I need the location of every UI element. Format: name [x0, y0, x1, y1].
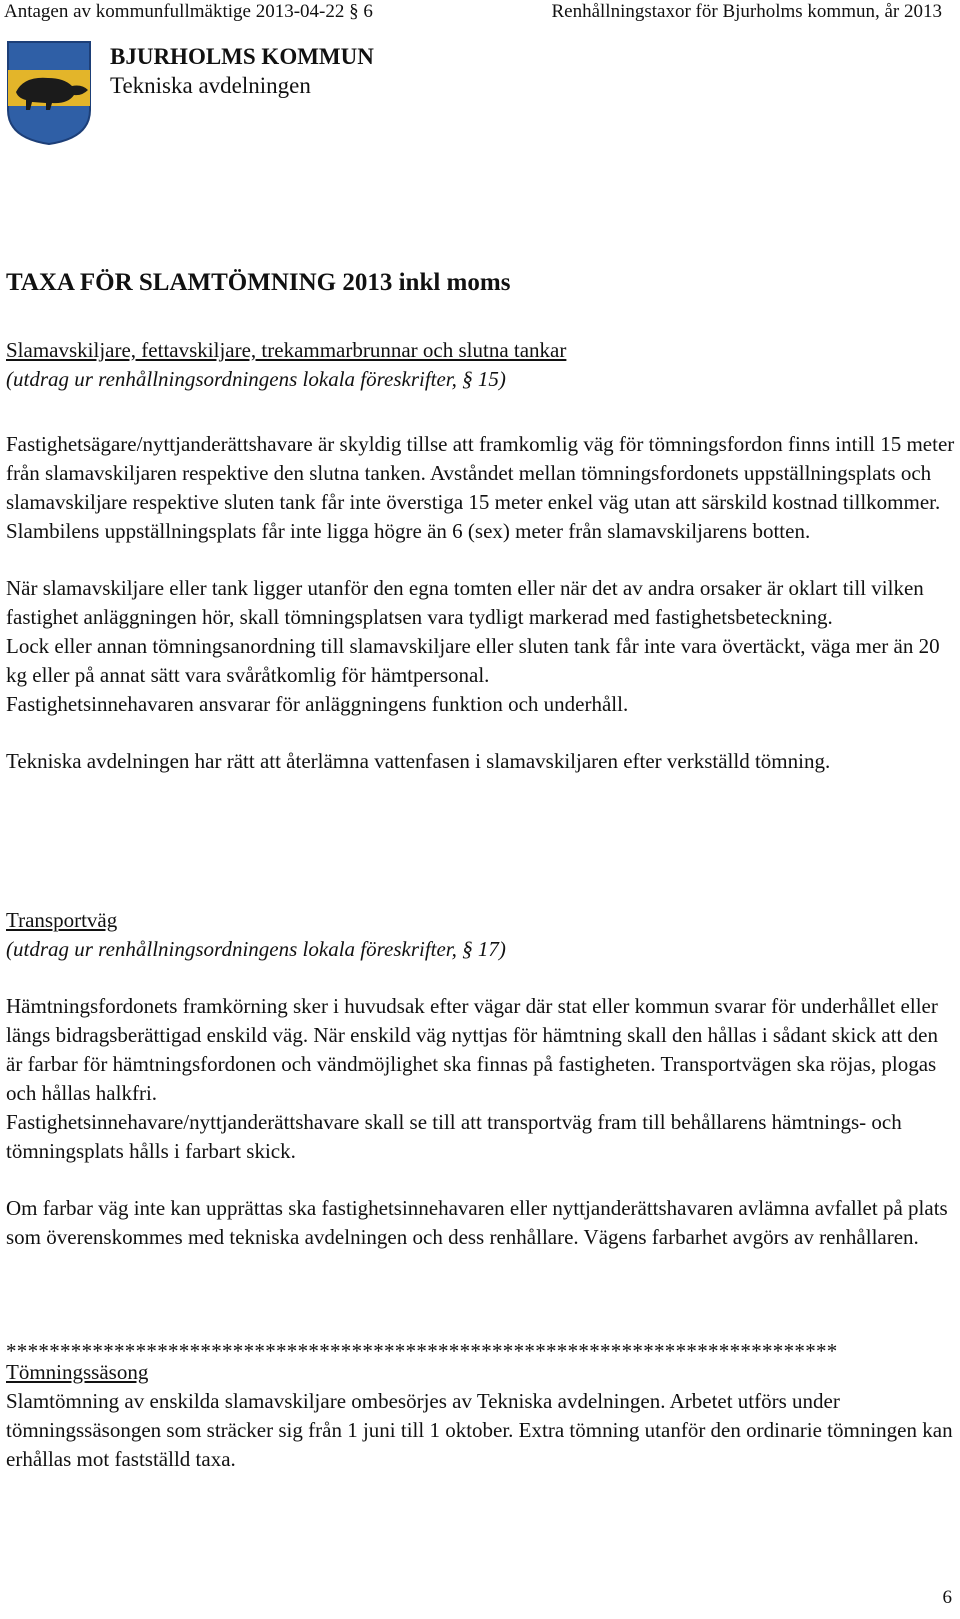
- section-heading: Tömningssäsong: [6, 1360, 149, 1384]
- paragraph: När slamavskiljare eller tank ligger utanför den egna tomten eller när det av andra orsaker är oklart till vilken fastighet anläggningen hör, skall tömningsplatsen vara tydligt markerad med fastighetsbeteckning.: [6, 576, 924, 629]
- document-title: TAXA FÖR SLAMTÖMNING 2013 inkl moms: [6, 269, 511, 296]
- section-emptying-season: [6, 1358, 956, 1474]
- paragraph: Fastighetsinnehavaren ansvarar för anläggningens funktion och underhåll.: [6, 692, 629, 716]
- section-transport-road: [6, 906, 956, 964]
- organization-name: BJURHOLMS KOMMUN: [110, 44, 374, 69]
- header-adoption-note: Antagen av kommunfullmäktige 2013-04-22 § 6: [4, 1, 373, 22]
- separator-line: *****************************************************************************: [6, 1339, 838, 1363]
- page-number: 6: [942, 1587, 952, 1608]
- section-septic-tanks-body: [6, 430, 956, 776]
- paragraph: Slamtömning av enskilda slamavskiljare ombesörjes av Tekniska avdelningen. Arbetet utförs under tömningssäsongen som sträcker sig från 1 juni till 1 oktober. Extra tömning utanför den ordinarie tömningen kan erhållas mot fastställd taxa.: [6, 1389, 953, 1471]
- section-subheading: (utdrag ur renhållningsordningens lokala föreskrifter, § 17): [6, 937, 506, 961]
- paragraph: Fastighetsinnehavare/nyttjanderättshavare skall se till att transportväg fram till behållarens hämtnings- och tömningsplats hålls i farbart skick.: [6, 1110, 902, 1163]
- paragraph: Lock eller annan tömningsanordning till slamavskiljare eller sluten tank får inte vara övertäckt, väga mer än 20 kg eller på annat sätt vara svåråtkomlig för hämtpersonal.: [6, 634, 940, 687]
- paragraph: Tekniska avdelningen har rätt att återlämna vattenfasen i slamavskiljaren efter verkställd tömning.: [6, 749, 831, 773]
- organization-department: Tekniska avdelningen: [110, 73, 311, 98]
- header-document-title: Renhållningstaxor för Bjurholms kommun, år 2013: [551, 1, 942, 22]
- municipal-crest-icon: [6, 40, 92, 146]
- section-subheading: (utdrag ur renhållningsordningens lokala föreskrifter, § 15): [6, 367, 506, 391]
- section-septic-tanks: [6, 336, 956, 394]
- paragraph: Hämtningsfordonets framkörning sker i huvudsak efter vägar där stat eller kommun svarar för underhållet eller längs bidragsberättigad enskild väg. När enskild väg nyttjas för hämtning skall den hållas i sådant skick att den är farbar för hämtningsfordonen och vändmöjlighet ska finnas på fastigheten. Transportvägen ska röjas, plogas och hållas halkfri.: [6, 994, 938, 1105]
- paragraph: Om farbar väg inte kan upprättas ska fastighetsinnehavaren eller nyttjanderättshavaren avlämna avfallet på plats som överenskommes med tekniska avdelningen och dess renhållare. Vägens farbarhet avgörs av renhållaren.: [6, 1196, 948, 1249]
- section-heading: Slamavskiljare, fettavskiljare, trekammarbrunnar och slutna tankar: [6, 338, 567, 362]
- section-transport-road-body: [6, 992, 956, 1252]
- section-heading: Transportväg: [6, 908, 118, 932]
- running-header: [0, 0, 960, 26]
- paragraph: Fastighetsägare/nyttjanderättshavare är skyldig tillse att framkomlig väg för tömningsfordon finns intill 15 meter från slamavskiljaren respektive den slutna tanken. Avståndet mellan tömningsfordonets uppställningsplats och slamavskiljare respektive sluten tank får inte överstiga 15 meter enkel väg utan att särskild kostnad tillkommer. Slambilens uppställningsplats får inte ligga högre än 6 (sex) meter från slamavskiljarens botten.: [6, 432, 955, 543]
